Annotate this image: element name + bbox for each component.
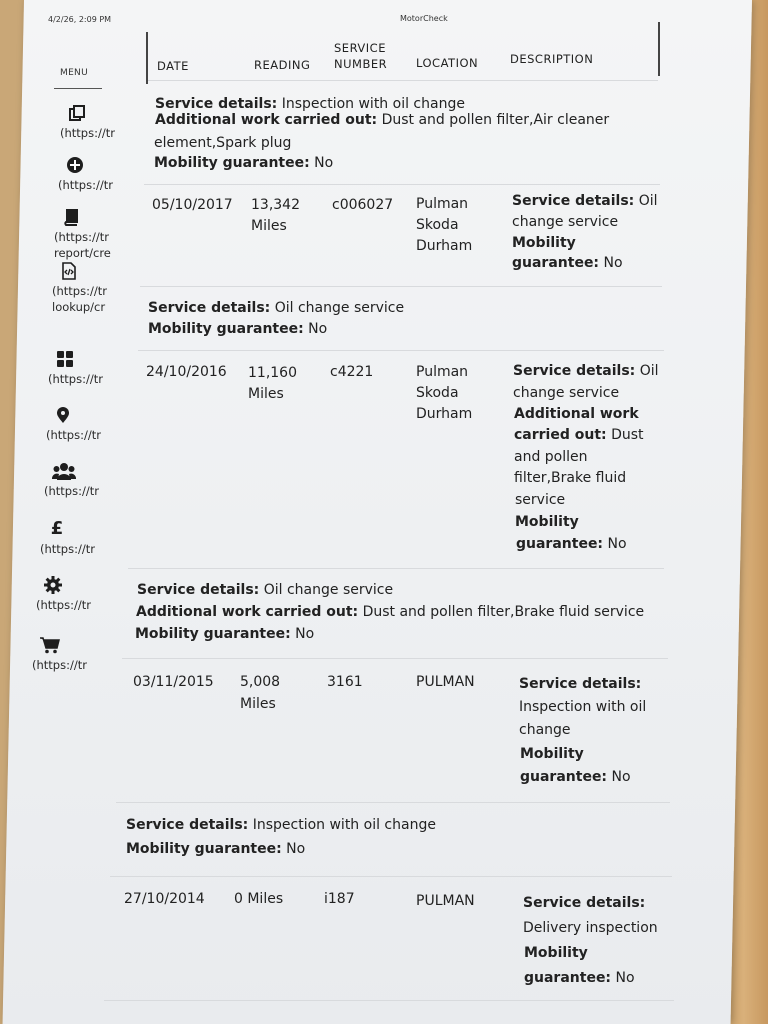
row-description: Service details: Oil bbox=[513, 363, 659, 379]
row-reading: 13,342 bbox=[251, 197, 300, 213]
sidebar-link[interactable]: (https://tr bbox=[58, 178, 113, 192]
row-location-line2: Skoda bbox=[416, 385, 459, 401]
sidebar-item-1[interactable] bbox=[60, 104, 150, 140]
row-date: 03/11/2015 bbox=[133, 674, 214, 690]
row-service-number: 3161 bbox=[327, 674, 363, 690]
row-description-line2: Inspection with oil bbox=[519, 699, 647, 715]
row-reading: 5,008 bbox=[240, 674, 281, 690]
sidebar-link-continued[interactable]: lookup/cr bbox=[52, 300, 106, 314]
map-pin-icon bbox=[54, 406, 72, 424]
sidebar-link-continued[interactable]: report/cre bbox=[54, 246, 111, 260]
sidebar-link[interactable]: (https://tr bbox=[46, 428, 101, 442]
summary-mobility: Mobility guarantee: No bbox=[135, 626, 315, 642]
row-description: Service details: bbox=[523, 895, 646, 911]
row-location: PULMAN bbox=[416, 674, 475, 690]
row-divider bbox=[116, 802, 670, 803]
sidebar-link[interactable]: (https://tr bbox=[36, 598, 91, 612]
row-date: 27/10/2014 bbox=[124, 891, 205, 907]
sidebar-item-7[interactable] bbox=[44, 462, 134, 498]
sidebar-link[interactable]: (https://tr bbox=[32, 658, 87, 672]
row-divider bbox=[140, 286, 662, 287]
row-service-number: i187 bbox=[324, 891, 355, 907]
row-description-mobility: Mobility bbox=[512, 235, 576, 251]
column-header-location: LOCATION bbox=[416, 56, 479, 70]
row-description-additional-line4: filter,Brake fluid bbox=[514, 470, 627, 486]
row-description-mobility-value: guarantee: No bbox=[524, 970, 635, 986]
sidebar-link[interactable]: (https://tr bbox=[48, 372, 103, 386]
row-description-mobility: Mobility bbox=[515, 514, 579, 530]
code-file-icon bbox=[60, 262, 78, 280]
row-reading: 11,160 bbox=[248, 365, 297, 381]
grid-icon bbox=[56, 350, 74, 368]
row-divider bbox=[104, 1000, 674, 1001]
row-description-line2: Delivery inspection bbox=[523, 920, 658, 936]
sidebar-link[interactable]: (https://tr bbox=[44, 484, 99, 498]
row-description-line3: change bbox=[519, 722, 571, 738]
plus-circle-icon bbox=[66, 156, 84, 174]
column-header-date: DATE bbox=[157, 59, 189, 73]
table-header-border bbox=[146, 32, 148, 84]
row-date: 24/10/2016 bbox=[146, 364, 227, 380]
row-date: 05/10/2017 bbox=[152, 197, 233, 213]
row-description-additional-line2: carried out: Dust bbox=[514, 427, 644, 443]
sidebar-item-6[interactable] bbox=[46, 406, 136, 442]
row-description: Service details: bbox=[519, 676, 642, 692]
row-description-mobility: Mobility bbox=[520, 746, 584, 762]
column-header-service-number: SERVICE bbox=[334, 41, 386, 55]
column-header-reading: READING bbox=[254, 58, 311, 72]
row-divider bbox=[138, 350, 664, 351]
menu-label: MENU bbox=[60, 68, 88, 78]
row-description-additional: Additional work bbox=[514, 406, 639, 422]
users-icon bbox=[52, 462, 76, 480]
row-description-mobility-value: guarantee: No bbox=[512, 255, 623, 271]
gear-icon bbox=[44, 576, 62, 594]
row-reading-unit: Miles bbox=[240, 696, 276, 712]
print-timestamp: 4/2/26, 2:09 PM bbox=[48, 15, 112, 24]
pound-icon: £ bbox=[50, 518, 64, 539]
row-reading: 0 Miles bbox=[234, 891, 284, 907]
sidebar-link[interactable]: (https://tr bbox=[40, 542, 95, 556]
row-description-additional-line3: and pollen bbox=[514, 449, 588, 465]
row-description-mobility-value: guarantee: No bbox=[516, 536, 627, 552]
book-icon bbox=[62, 208, 80, 226]
row-description-mobility: Mobility bbox=[524, 945, 588, 961]
column-header-service-number-line2: NUMBER bbox=[334, 57, 388, 71]
sidebar-item-8[interactable] bbox=[40, 520, 130, 556]
row-service-number: c006027 bbox=[332, 197, 394, 213]
row-description-mobility-value: guarantee: No bbox=[520, 769, 631, 785]
summary-mobility: Mobility guarantee: No bbox=[126, 841, 306, 857]
row-description-line2: change service bbox=[512, 214, 619, 230]
sidebar-link[interactable]: (https://tr bbox=[52, 284, 107, 298]
summary-additional-work: Additional work carried out: Dust and pollen filter,Brake fluid service bbox=[136, 604, 645, 620]
summary-service-details: Service details: Inspection with oil change bbox=[126, 817, 436, 833]
row-location-line3: Durham bbox=[416, 406, 473, 422]
summary-service-details: Service details: Oil change service bbox=[148, 300, 405, 316]
row-reading-unit: Miles bbox=[251, 218, 287, 234]
summary-service-details: Service details: Inspection with oil change bbox=[155, 96, 465, 112]
summary-service-details: Service details: Oil change service bbox=[137, 582, 394, 598]
column-header-description: DESCRIPTION bbox=[510, 52, 594, 66]
cart-icon bbox=[40, 636, 58, 654]
sidebar-item-9[interactable] bbox=[36, 576, 126, 612]
row-location: Pulman bbox=[416, 364, 469, 380]
row-divider bbox=[122, 658, 668, 659]
row-description: Service details: Oil bbox=[512, 193, 658, 209]
row-description-additional-line5: service bbox=[515, 492, 566, 508]
row-reading-unit: Miles bbox=[248, 386, 284, 402]
row-location-line2: Skoda bbox=[416, 217, 459, 233]
table-header-border bbox=[658, 22, 660, 76]
sidebar-link[interactable]: (https://tr bbox=[54, 230, 109, 244]
sidebar-item-3[interactable] bbox=[54, 208, 144, 260]
summary-mobility: Mobility guarantee: No bbox=[148, 321, 328, 337]
printed-page bbox=[3, 0, 752, 1024]
row-location: Pulman bbox=[416, 196, 469, 212]
row-location: PULMAN bbox=[416, 893, 475, 909]
page-title: MotorCheck bbox=[400, 14, 448, 23]
row-divider bbox=[148, 80, 658, 81]
row-service-number: c4221 bbox=[330, 364, 374, 380]
sidebar-item-2[interactable] bbox=[58, 156, 148, 192]
sidebar-item-5[interactable] bbox=[48, 350, 138, 386]
sidebar-item-10[interactable] bbox=[32, 636, 122, 672]
row-divider bbox=[144, 184, 660, 185]
sidebar-item-4[interactable] bbox=[52, 262, 142, 314]
summary-mobility: Mobility guarantee: No bbox=[154, 155, 334, 171]
summary-additional-work-continued: element,Spark plug bbox=[154, 135, 292, 151]
sidebar-link[interactable]: (https://tr bbox=[60, 126, 115, 140]
summary-additional-work: Additional work carried out: Dust and pollen filter,Air cleaner bbox=[155, 112, 610, 128]
menu-divider bbox=[54, 88, 102, 89]
copy-icon bbox=[68, 104, 86, 122]
row-divider bbox=[110, 876, 672, 877]
row-location-line3: Durham bbox=[416, 238, 473, 254]
row-description-line2: change service bbox=[513, 385, 620, 401]
row-divider bbox=[128, 568, 664, 569]
